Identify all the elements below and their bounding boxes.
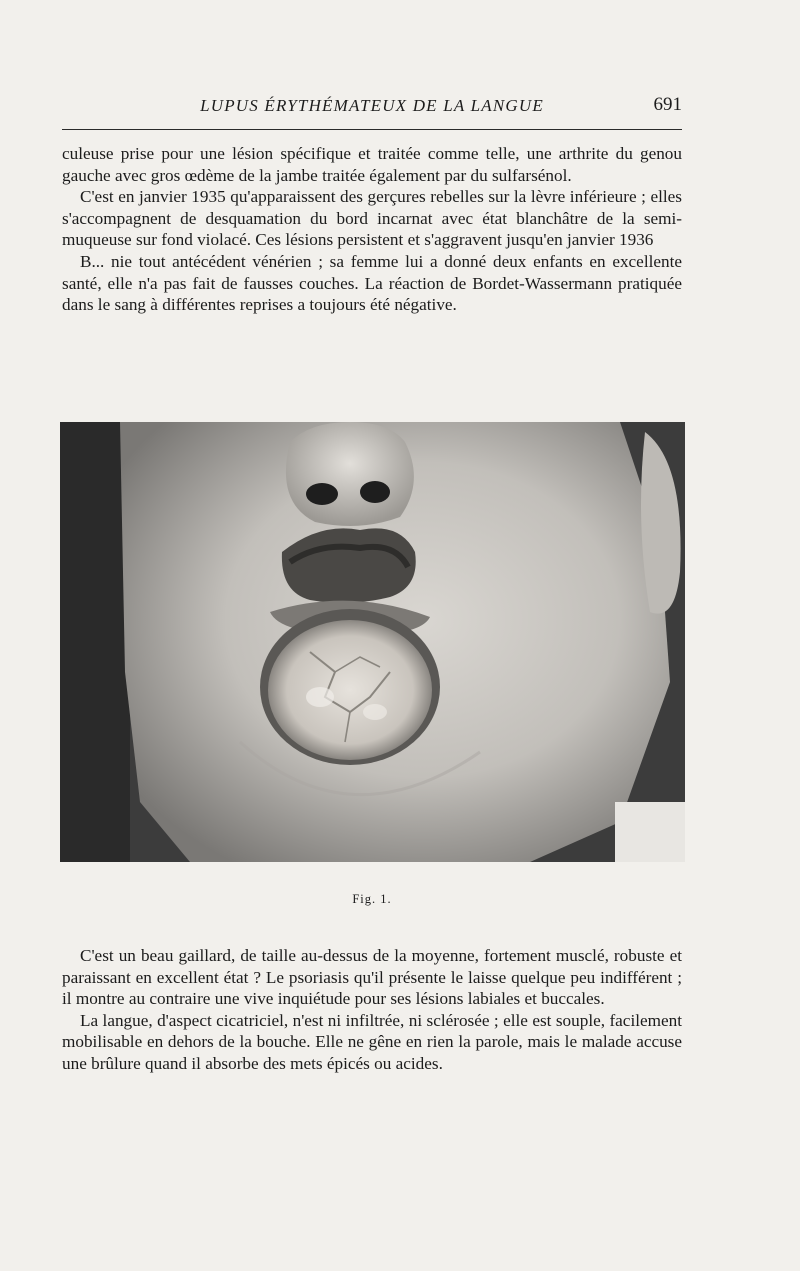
figure-caption: Fig. 1. xyxy=(352,892,392,906)
header-rule xyxy=(62,129,682,130)
running-header xyxy=(62,94,682,120)
paragraph: La langue, d'aspect cicatriciel, n'est ni infiltrée, ni sclérosée ; elle est souple, facilement mobilisable en dehors de la bouche. Elle ne gêne en rien la parole, mais le malade accuse une brûlure quand il absorbe des mets épicés ou acides. xyxy=(62,1010,682,1073)
paragraph: C'est en janvier 1935 qu'apparaissent des gerçures rebelles sur la lèvre inférieure ; elles s'accompagnent de desquamation du bord incarnat avec état blanchâtre de la semi-muqueuse sur fond violacé. Ces lésions persistent et s'aggravent jusqu'en janvier 1936 xyxy=(62,187,682,250)
paragraph: culeuse prise pour une lésion spécifique et traitée comme telle, une arthrite du genou gauche avec gros œdème de la jambe traitée également par du sulfarsénol. xyxy=(62,144,682,185)
running-title: LUPUS ÉRYTHÉMATEUX DE LA LANGUE xyxy=(200,96,544,115)
body-text-bottom xyxy=(62,945,682,1075)
body-text-top xyxy=(62,143,682,316)
figure-photograph xyxy=(60,422,685,862)
paragraph: B... nie tout antécédent vénérien ; sa femme lui a donné deux enfants en excellente santé, elle n'a pas fait de fausses couches. La réaction de Bordet-Wassermann pratiquée dans le sang à différentes reprises a toujours été négative. xyxy=(62,251,682,315)
paragraph: C'est un beau gaillard, de taille au-dessus de la moyenne, fortement musclé, robuste et paraissant en excellent état ? Le psoriasis qu'il présente le laisse quelque peu indifférent ; il montre au contraire une vive inquiétude pour ses lésions labiales et buccales. xyxy=(62,946,682,1009)
page-number: 691 xyxy=(653,94,682,115)
